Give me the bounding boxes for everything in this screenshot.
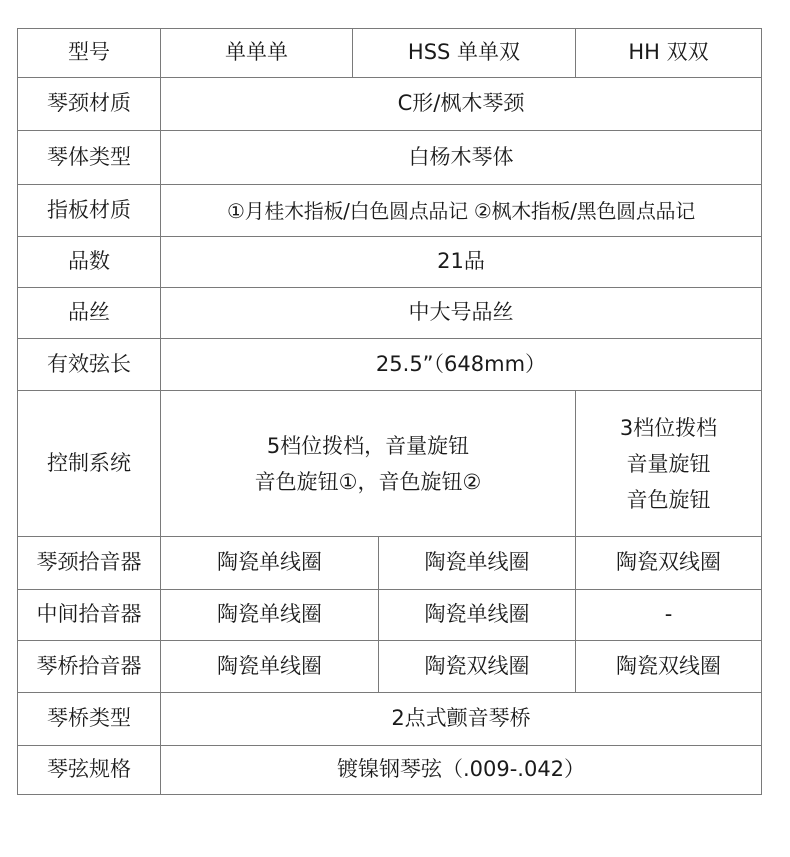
middle-pickup-sss: 陶瓷单线圈 — [217, 602, 322, 627]
header-model-hh: HH 双双 — [628, 40, 709, 65]
row-label-scale-length: 有效弦长 — [47, 351, 131, 376]
controls-line: 音量旋钮 — [626, 451, 711, 476]
controls-value-hh — [576, 391, 761, 536]
middle-pickup-hss: 陶瓷单线圈 — [424, 602, 530, 627]
bridge-pickup-hh: 陶瓷双线圈 — [616, 653, 721, 678]
bridge-pickup-hss: 陶瓷双线圈 — [424, 653, 530, 678]
scale-length-value: 25.5”（648mm） — [375, 351, 547, 376]
row-label-neck-pickup: 琴颈拾音器 — [36, 550, 142, 575]
fretboard-value: ①月桂木指板/白色圆点品记 ②枫木指板/黑色圆点品记 — [227, 198, 695, 223]
neck-pickup-sss: 陶瓷单线圈 — [217, 550, 322, 575]
bridge-type-value: 2点式颤音琴桥 — [391, 706, 531, 731]
controls-line: 音色旋钮①，音色旋钮② — [254, 469, 482, 494]
neck-pickup-hss: 陶瓷单线圈 — [424, 550, 530, 575]
fret-wire-value: 中大号品丝 — [408, 300, 514, 325]
row-label-fret-wire: 品丝 — [68, 300, 110, 325]
header-model-sss: 单单单 — [225, 40, 288, 65]
controls-line: 3档位拨档 — [619, 415, 718, 440]
middle-pickup-hh: - — [664, 602, 673, 627]
row-label-bridge-pickup: 琴桥拾音器 — [36, 653, 142, 678]
frets-value: 21品 — [437, 249, 485, 274]
header-model-hss: HSS 单单双 — [407, 40, 521, 65]
controls-line: 音色旋钮 — [626, 487, 711, 512]
row-label-frets: 品数 — [68, 249, 110, 274]
neck-pickup-hh: 陶瓷双线圈 — [616, 550, 721, 575]
row-label-body-type: 琴体类型 — [47, 144, 131, 169]
strings-value: 镀镍钢琴弦（.009-.042） — [336, 757, 586, 782]
header-label: 型号 — [68, 40, 110, 65]
table-border-right — [761, 28, 762, 795]
controls-value-sss-hss — [161, 391, 575, 536]
row-label-middle-pickup: 中间拾音器 — [36, 602, 142, 627]
row-label-controls: 控制系统 — [47, 450, 131, 475]
row-label-neck-material: 琴颈材质 — [47, 91, 131, 116]
bridge-pickup-sss: 陶瓷单线圈 — [217, 653, 322, 678]
row-label-bridge-type: 琴桥类型 — [47, 706, 131, 731]
table-border-bottom — [17, 794, 762, 795]
controls-line: 5档位拨档，音量旋钮 — [266, 433, 470, 458]
body-type-value: 白杨木琴体 — [408, 144, 514, 169]
row-label-strings: 琴弦规格 — [47, 757, 131, 782]
row-label-fretboard: 指板材质 — [47, 197, 131, 222]
neck-material-value: C形/枫木琴颈 — [397, 91, 525, 116]
